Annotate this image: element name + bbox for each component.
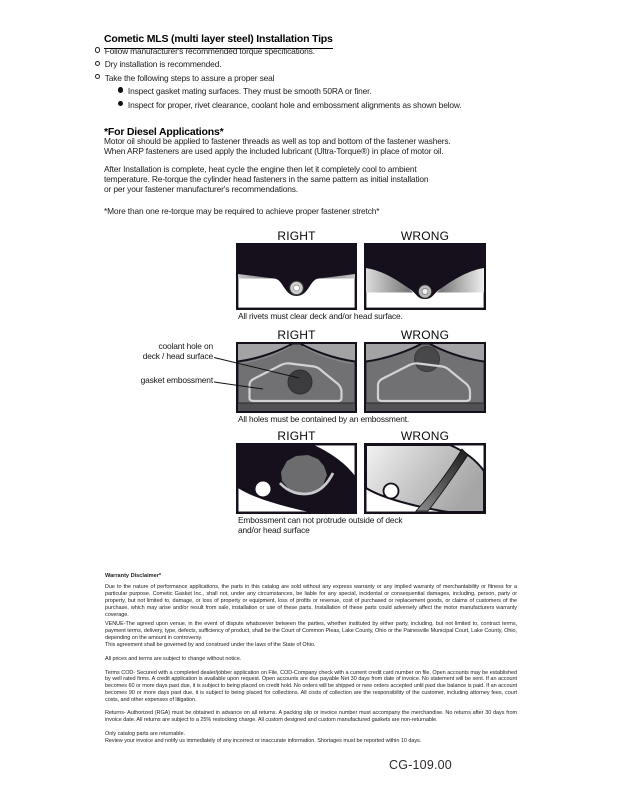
legal-paragraph: Due to the nature of performance applications, the parts in this catalog are sold without any express warranty or any implied warranty of merchantability or fitness for a particular purpose. Cometic Gasket Inc., shall not, under any circumstances, be liable for any special, incidental or consequential damages, including, person, party or property, but not limited to, damage, or loss of property or equipment, loss of profits or revenue, cost of purchased or replacement goods, or claims of customers of the purchase, which may arise and/or result from sale, installation or use of these parts. Installation of these parts could adversely affect the motor manufacturers warranty coverage.	[105, 584, 517, 618]
gasket-embossment-label: gasket embossment	[140, 375, 213, 386]
open-bullet-icon	[95, 47, 100, 52]
legal-paragraph: All prices and terms are subject to change without notice.	[105, 655, 242, 662]
diesel-paragraph-2	[104, 164, 428, 194]
diagram-callout-labels	[108, 342, 213, 386]
coolant-hole-label: coolant hole on	[158, 341, 213, 351]
tip-text: Follow manufacturer's recommended torque specifications.	[104, 46, 315, 56]
holes-caption: All holes must be contained by an embossment.	[238, 414, 410, 424]
wrong-label: WRONG	[400, 328, 450, 342]
page-number: CG-109.00	[389, 758, 452, 772]
tip-bullet	[95, 58, 462, 71]
right-label: RIGHT	[277, 328, 316, 342]
legal-paragraph: Only catalog parts are returnable.	[105, 730, 185, 737]
diesel-paragraph-1	[104, 136, 451, 156]
tip-sub-bullet	[118, 99, 462, 112]
protrude-caption-line1: Embossment can not protrude outside of deck	[238, 515, 403, 525]
paragraph-line: temperature. Re-torque the cylinder head fasteners in the same pattern as initial installation	[104, 174, 429, 184]
wrong-label: WRONG	[400, 429, 450, 443]
protrude-caption-line2: and/or head surface	[238, 524, 310, 535]
filled-bullet-icon	[118, 101, 123, 106]
legal-paragraph: VENUE-The agreed upon venue, in the event of dispute whatsoever between the parties, whether instituted by either party, including, but not limited to, contract terms, payment terms, delivery, type, defects, sufficiency of product, shall be the Court of Common Pleas, Lake County, Ohio or the Painesville Municipal Court, Lake County, Ohio, depending on the amount in controversy.	[105, 621, 517, 641]
rivet-wrong-diagram-image	[364, 243, 486, 310]
diesel-heading: *For Diesel Applications*	[104, 125, 224, 138]
tip-text: Take the following steps to assure a proper seal	[104, 72, 275, 83]
wrong-label: WRONG	[400, 229, 450, 243]
paragraph-line: When ARP fasteners are used apply the included lubricant (Ultra-Torque®) in place of motor oil.	[104, 146, 444, 156]
paragraph-line: or per your fastener manufacturer's recommendations.	[104, 184, 298, 194]
retorque-note: *More than one re-torque may be required to achieve proper fastener stretch*	[104, 206, 380, 216]
filled-bullet-icon	[118, 87, 123, 92]
paragraph-line: After Installation is complete, heat cycle the engine then let it completely cool to ambient	[104, 164, 417, 174]
legal-paragraph: Review your invoice and notify us immediately of any incorrect or inaccurate information. Shortages must be reported within 10 days.	[105, 737, 422, 744]
tip-bullet	[95, 45, 462, 58]
open-bullet-icon	[95, 61, 100, 66]
protrude-right-diagram-image	[236, 443, 357, 514]
tip-text: Dry installation is recommended.	[104, 59, 222, 70]
paragraph-line: Motor oil should be applied to fastener threads as well as top and bottom of the fastener washers.	[104, 136, 451, 146]
legal-paragraph: Returns- Authorized (RGA) must be obtained in advance on all returns. A packing slip or invoice number must accompany the merchandise. No returns after 30 days from invoice date. All returns are subject to a 25% restocking charge. All custom designed and custom manufactured gaskets are non-returnable.	[105, 710, 517, 723]
tip-sub-bullet	[118, 85, 462, 98]
tip-text: Inspect for proper, rivet clearance, coolant hole and embossment alignments as shown below.	[127, 99, 462, 110]
coolant-hole-label: deck / head surface	[142, 350, 213, 361]
legal-paragraph: Terms COD- Secured with a completed dealer/jobber application on File, COD-Company check with a current credit card number on file. Open accounts may be established by well rated firms. A credit application is available upon request. Open accounts are due payable Net 30 days from date of invoice. No statement will be sent. If an account becomes 60 or more days past due, it is subject to being placed on credit hold. No orders will be shipped or new orders accepted until past due balance is paid. If an account becomes 90 or more days past due, it is subject to being placed for collections. All costs of collection are the responsibility of the customer, including attorney fees, court costs, and other expenses of litigation.	[105, 669, 517, 704]
rivet-right-diagram-image	[236, 243, 357, 310]
tips-list	[95, 45, 462, 112]
tip-bullet	[95, 72, 462, 85]
right-label: RIGHT	[277, 429, 316, 443]
warranty-disclaimer-section	[105, 573, 517, 745]
legal-paragraph: This agreement shall be governed by and construed under the laws of the State of Ohio.	[105, 641, 316, 648]
rivet-caption: All rivets must clear deck and/or head surface.	[238, 311, 403, 321]
page-title: Cometic MLS (multi layer steel) Installation Tips	[104, 33, 333, 49]
tip-text: Inspect gasket mating surfaces. They must be smooth 50RA or finer.	[127, 86, 372, 97]
holes-wrong-diagram-image	[364, 342, 486, 413]
warranty-heading: Warranty Disclaimer*	[105, 573, 162, 579]
protrude-wrong-diagram-image	[364, 443, 486, 514]
callout-leader-lines	[210, 353, 310, 393]
right-label: RIGHT	[277, 229, 316, 243]
open-bullet-icon	[95, 74, 100, 79]
